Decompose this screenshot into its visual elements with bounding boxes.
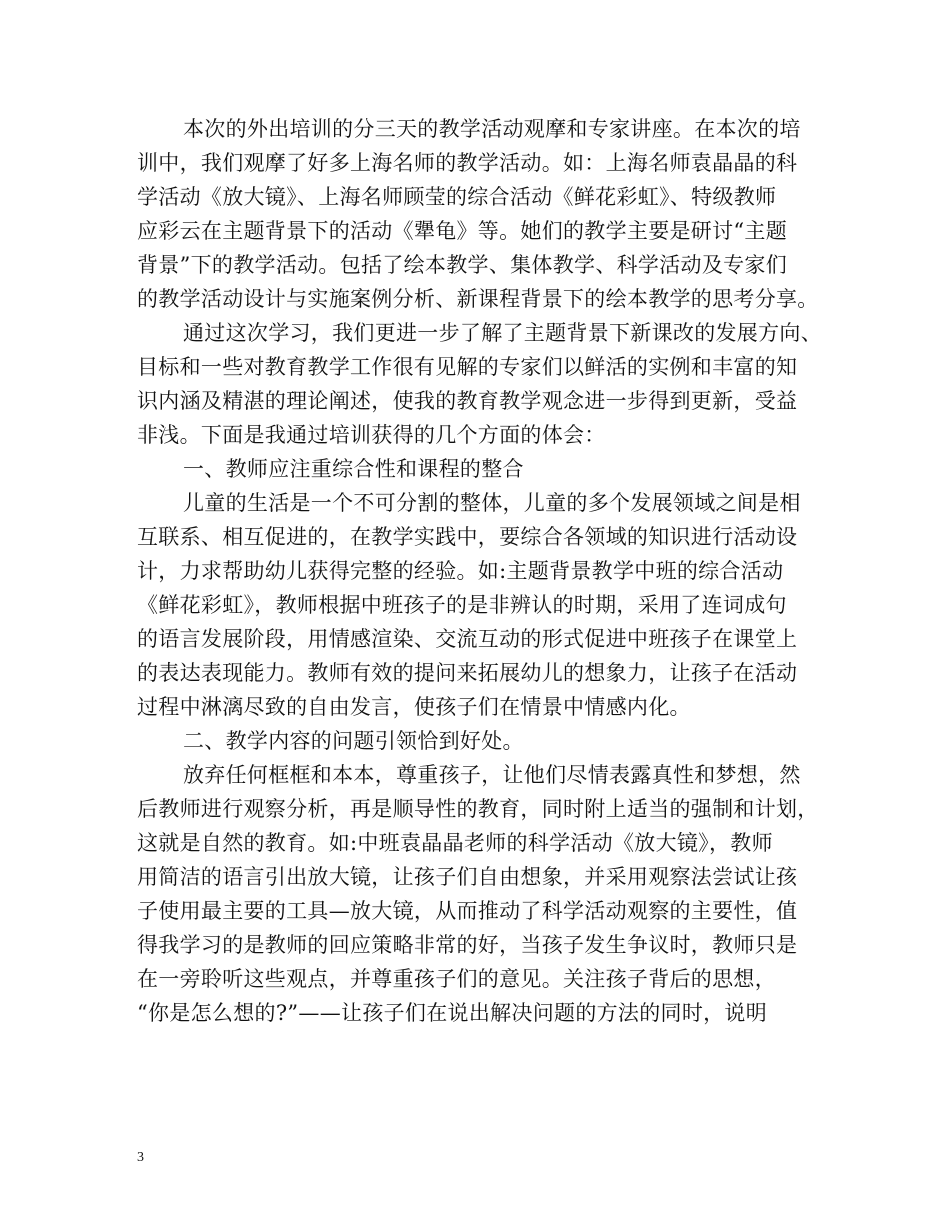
paragraph-first-line: 通过这次学习，我们更进一步了解了主题背景下新课改的发展方向、	[183, 321, 822, 345]
paragraph-line: 互联系、相互促进的，在教学实践中，要综合各领域的知识进行活动设	[137, 525, 798, 549]
paragraph-line: 计，力求帮助幼儿获得完整的经验。如:主题背景教学中班的综合活动	[137, 559, 784, 583]
paragraph-line: 在一旁聆听这些观点，并尊重孩子们的意见。关注孩子背后的思想，	[137, 967, 776, 991]
paragraph-line: 用简洁的语言引出放大镜，让孩子们自由想象，并采用观察法尝试让孩	[137, 865, 798, 889]
paragraph-line: 的语言发展阶段，用情感渲染、交流互动的形式促进中班孩子在课堂上	[137, 627, 798, 651]
page-number: 3	[137, 1150, 144, 1165]
document-body	[137, 112, 827, 1030]
paragraph-line: 非浅。下面是我通过培训获得的几个方面的体会：	[137, 423, 606, 447]
paragraph-line: 这就是自然的教育。如:中班袁晶晶老师的科学活动《放大镜》，教师	[137, 831, 773, 855]
paragraph-line: 《鲜花彩虹》，教师根据中班孩子的是非辨认的时期，采用了连词成句	[137, 593, 787, 617]
paragraph-line: 目标和一些对教育教学工作很有见解的专家们以鲜活的实例和丰富的知	[137, 355, 798, 379]
paragraph-first-line: 本次的外出培训的分三天的教学活动观摩和专家讲座。在本次的培	[183, 117, 801, 141]
paragraph-line: 的教学活动设计与实施案例分析、新课程背景下的绘本教学的思考分享。	[137, 287, 819, 311]
paragraph-line: “你是怎么想的?”——让孩子们在说出解决问题的方法的同时，说明	[137, 1001, 768, 1025]
paragraph-line: 训中，我们观摩了好多上海名师的教学活动。如：上海名师袁晶晶的科	[137, 151, 798, 175]
paragraph-line: 识内涵及精湛的理论阐述，使我的教育教学观念进一步得到更新，受益	[137, 389, 798, 413]
paragraph-line: 应彩云在主题背景下的活动《犟龟》等。她们的教学主要是研讨“主题	[137, 219, 788, 243]
paragraph-line: 后教师进行观察分析，再是顺导性的教育，同时附上适当的强制和计划，	[137, 797, 819, 821]
paragraph-first-line: 二、教学内容的问题引领恰到好处。	[183, 729, 524, 753]
paragraph-line: 学活动《放大镜》、上海名师顾莹的综合活动《鲜花彩虹》、特级教师	[137, 185, 777, 209]
paragraph-first-line: 儿童的生活是一个不可分割的整体，儿童的多个发展领域之间是相	[183, 491, 801, 515]
paragraph-line: 背景”下的教学活动。包括了绘本教学、集体教学、科学活动及专家们	[137, 253, 788, 277]
paragraph-first-line: 一、教师应注重综合性和课程的整合	[183, 457, 524, 481]
paragraph-line: 得我学习的是教师的回应策略非常的好，当孩子发生争议时，教师只是	[137, 933, 798, 957]
paragraph-line: 子使用最主要的工具—放大镜，从而推动了科学活动观察的主要性，值	[137, 899, 798, 923]
paragraph-line: 的表达表现能力。教师有效的提问来拓展幼儿的想象力，让孩子在活动	[137, 661, 798, 685]
paragraph-line: 过程中淋漓尽致的自由发言，使孩子们在情景中情感内化。	[137, 695, 691, 719]
paragraph-first-line: 放弃任何框框和本本，尊重孩子，让他们尽情表露真性和梦想，然	[183, 763, 801, 787]
